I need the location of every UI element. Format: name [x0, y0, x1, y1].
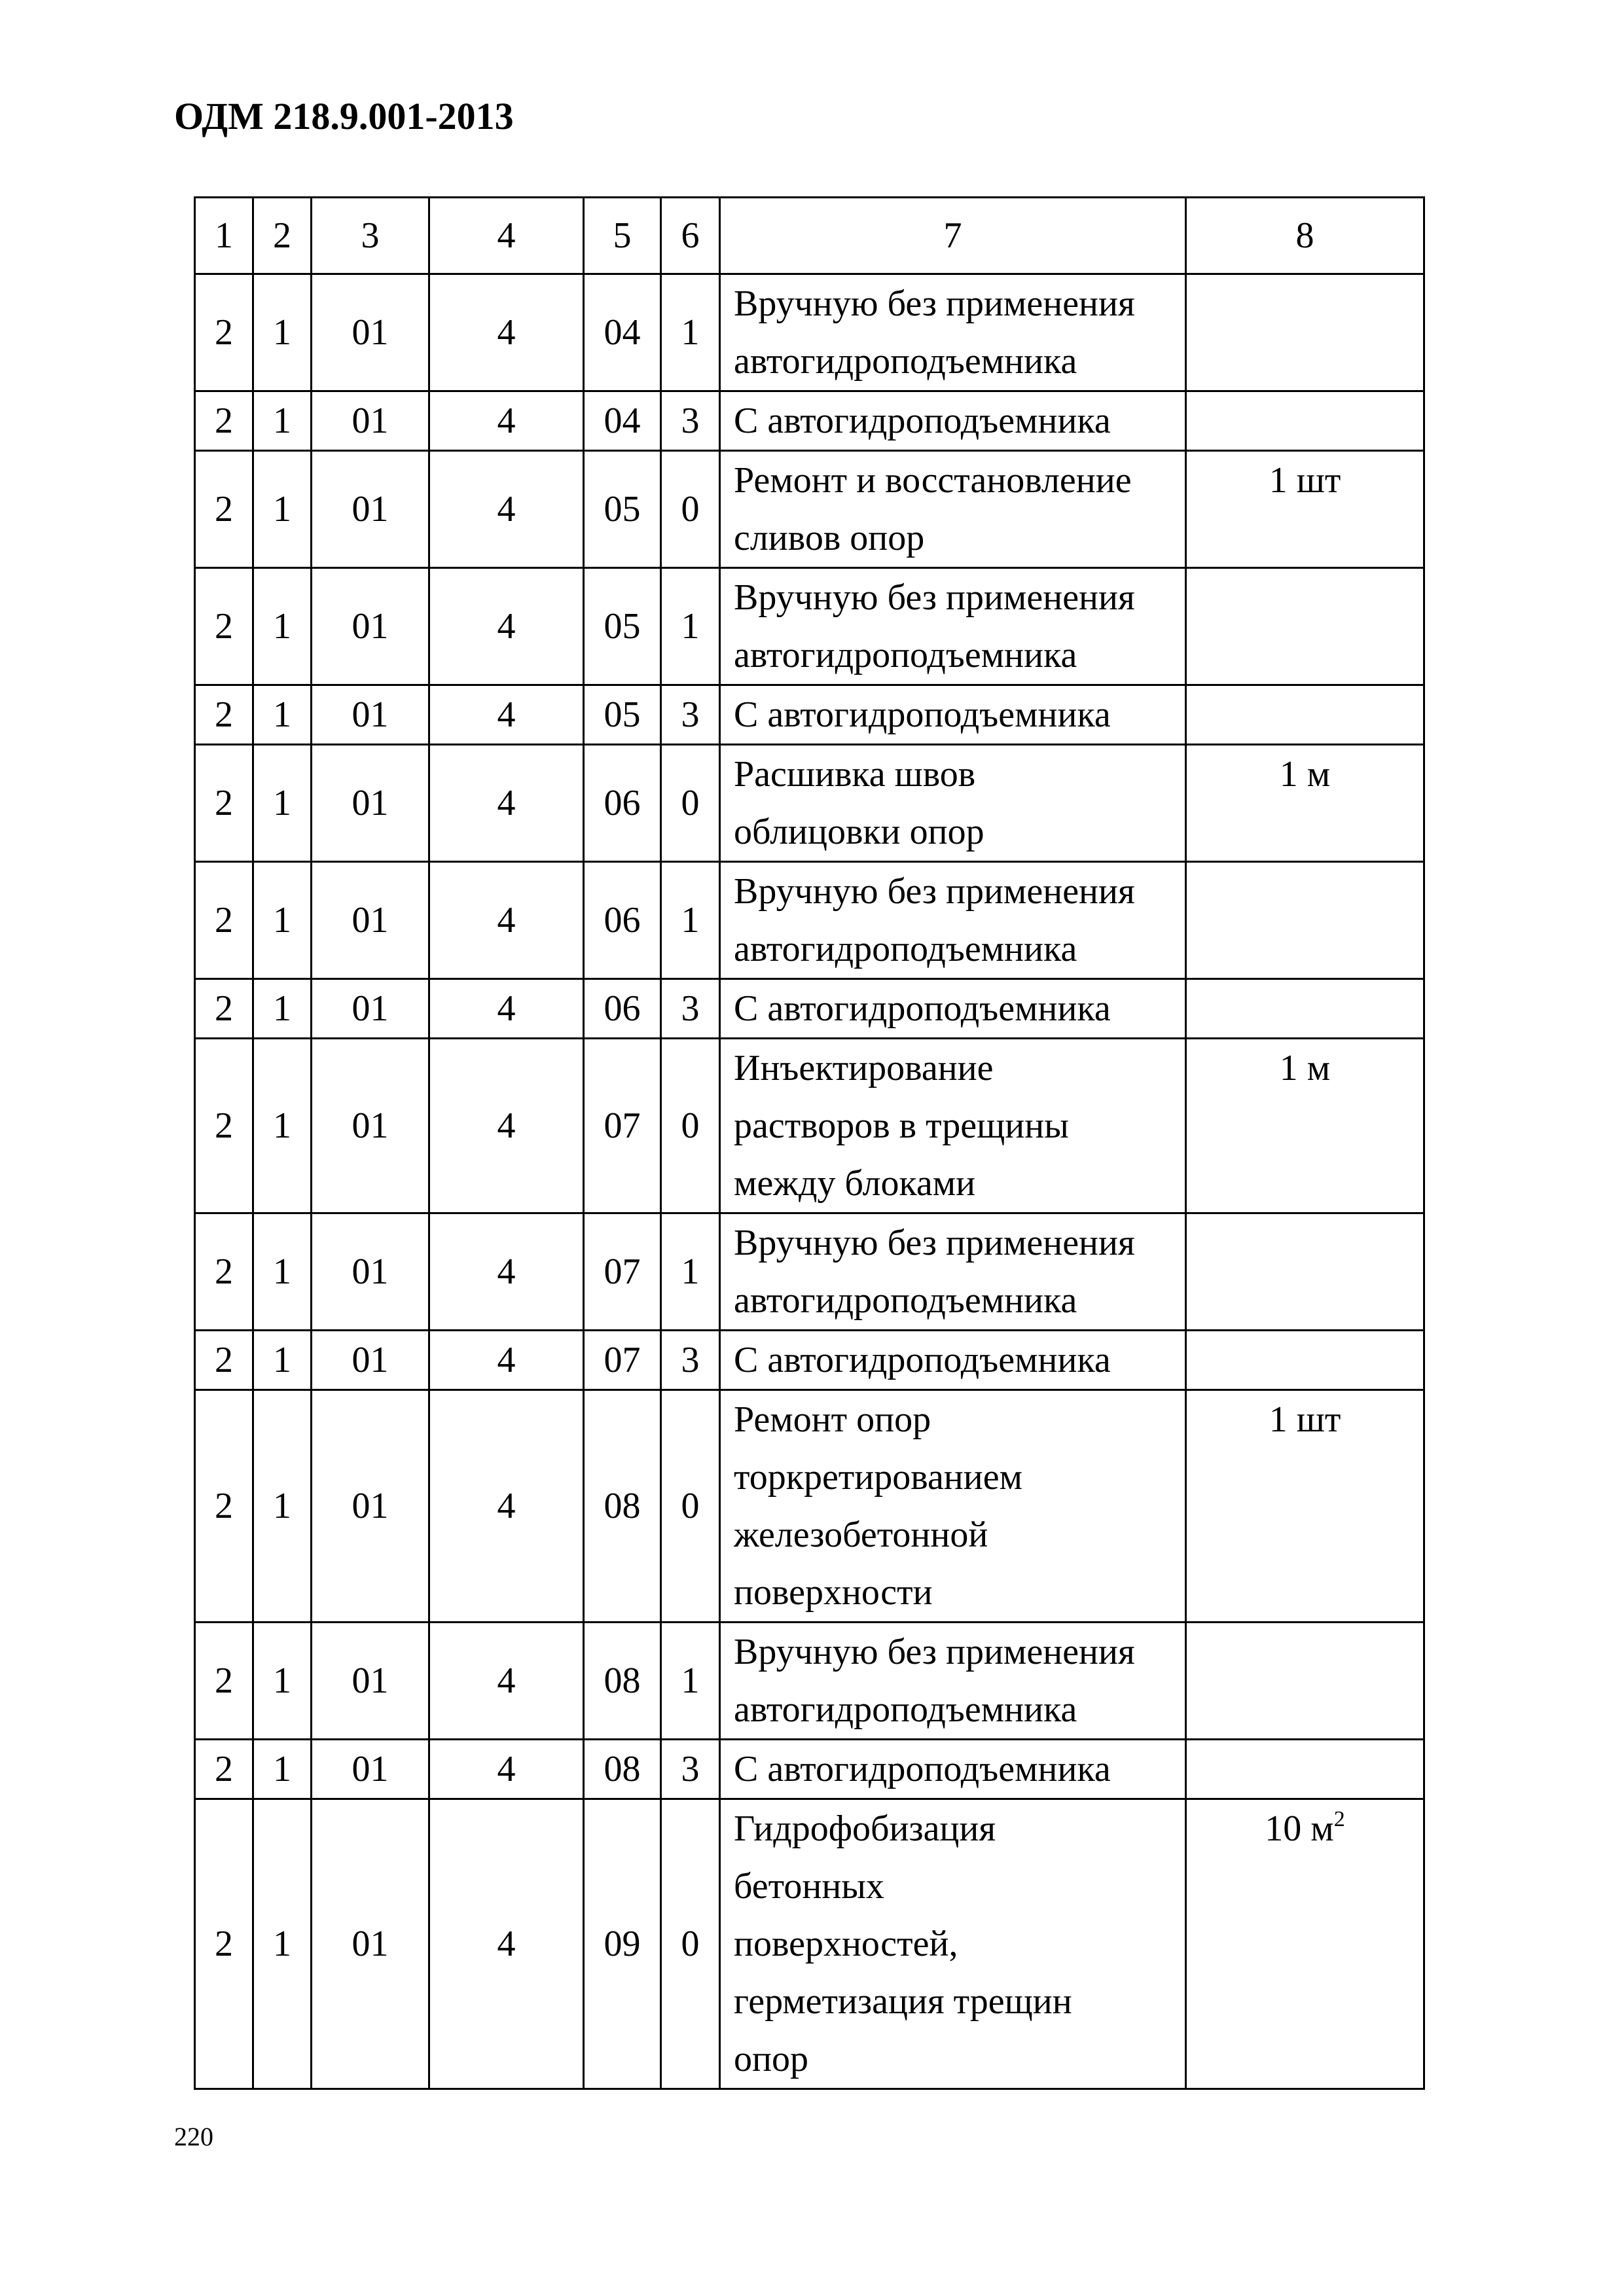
work-name-line: герметизация трещин [734, 1981, 1072, 2022]
work-name-line: С автогидроподъемника [734, 1749, 1111, 1789]
code-cell: 2 [195, 1213, 253, 1331]
code-cell: 2 [195, 1390, 253, 1623]
code-cell: 4 [429, 451, 584, 568]
code-cell: 07 [584, 1331, 661, 1390]
work-name-cell [720, 979, 1186, 1039]
column-number: 3 [312, 198, 429, 274]
code-cell: 01 [312, 745, 429, 862]
code-cell: 01 [312, 274, 429, 391]
column-number: 6 [661, 198, 720, 274]
table-body [195, 198, 1424, 2089]
code-cell: 0 [661, 1390, 720, 1623]
code-cell: 01 [312, 391, 429, 451]
code-cell: 05 [584, 451, 661, 568]
code-cell: 1 [253, 862, 312, 979]
code-cell: 3 [661, 391, 720, 451]
code-cell: 0 [661, 451, 720, 568]
table-row [195, 451, 1424, 568]
code-cell: 2 [195, 1799, 253, 2089]
code-cell: 1 [253, 1623, 312, 1740]
code-cell: 4 [429, 685, 584, 745]
unit-cell [1186, 451, 1424, 568]
unit-text: 10 м [1265, 1808, 1334, 1849]
work-name-line: Ремонт и восстановление [734, 460, 1132, 501]
code-cell: 1 [661, 568, 720, 685]
work-name-line: С автогидроподъемника [734, 1340, 1111, 1380]
code-cell: 2 [195, 568, 253, 685]
table-row [195, 685, 1424, 745]
code-cell: 07 [584, 1213, 661, 1331]
code-cell: 4 [429, 274, 584, 391]
code-cell: 3 [661, 1740, 720, 1799]
code-cell: 06 [584, 745, 661, 862]
work-name-cell [720, 451, 1186, 568]
unit-text: 1 м [1279, 1048, 1331, 1088]
code-cell: 3 [661, 979, 720, 1039]
code-cell: 07 [584, 1039, 661, 1213]
work-name-cell [720, 1213, 1186, 1331]
code-cell: 2 [195, 274, 253, 391]
code-cell: 06 [584, 862, 661, 979]
work-name-line: Вручную без применения [734, 871, 1135, 912]
code-cell: 08 [584, 1740, 661, 1799]
work-name-line: Инъектирование [734, 1048, 994, 1088]
code-cell: 08 [584, 1390, 661, 1623]
work-name-line: сливов опор [734, 518, 925, 558]
code-cell: 4 [429, 1799, 584, 2089]
work-name-line: автогидроподъемника [734, 929, 1077, 969]
column-number: 5 [584, 198, 661, 274]
table-row [195, 745, 1424, 862]
code-cell: 2 [195, 1039, 253, 1213]
code-cell: 01 [312, 1390, 429, 1623]
work-name-line: Расшивка швов [734, 754, 976, 795]
unit-cell [1186, 1039, 1424, 1213]
table-row [195, 979, 1424, 1039]
work-name-line: автогидроподъемника [734, 341, 1077, 382]
unit-superscript: 2 [1333, 1807, 1345, 1831]
unit-text: 1 шт [1269, 1399, 1341, 1440]
work-name-cell [720, 685, 1186, 745]
code-cell: 4 [429, 862, 584, 979]
unit-text: 1 шт [1269, 460, 1341, 501]
code-cell: 01 [312, 1799, 429, 2089]
table-row [195, 1740, 1424, 1799]
code-cell: 1 [253, 1331, 312, 1390]
unit-cell [1186, 979, 1424, 1039]
column-number: 4 [429, 198, 584, 274]
work-name-line: железобетонной [734, 1515, 988, 1555]
code-cell: 1 [253, 568, 312, 685]
code-cell: 2 [195, 685, 253, 745]
code-cell: 2 [195, 391, 253, 451]
code-cell: 4 [429, 391, 584, 451]
table-row [195, 1623, 1424, 1740]
code-cell: 1 [253, 745, 312, 862]
work-name-cell [720, 1799, 1186, 2089]
code-cell: 4 [429, 1039, 584, 1213]
work-name-line: С автогидроподъемника [734, 694, 1111, 735]
work-name-line: Гидрофобизация [734, 1808, 996, 1849]
code-cell: 2 [195, 979, 253, 1039]
code-cell: 01 [312, 862, 429, 979]
work-name-cell [720, 862, 1186, 979]
column-number: 1 [195, 198, 253, 274]
code-cell: 0 [661, 1799, 720, 2089]
work-name-cell [720, 1623, 1186, 1740]
unit-cell [1186, 1623, 1424, 1740]
code-cell: 0 [661, 1039, 720, 1213]
code-cell: 4 [429, 568, 584, 685]
unit-cell [1186, 862, 1424, 979]
work-name-cell [720, 745, 1186, 862]
code-cell: 1 [661, 274, 720, 391]
work-name-cell [720, 274, 1186, 391]
unit-cell [1186, 568, 1424, 685]
column-number: 2 [253, 198, 312, 274]
code-cell: 2 [195, 745, 253, 862]
table-row [195, 1799, 1424, 2089]
code-cell: 4 [429, 1740, 584, 1799]
work-name-line: поверхностей, [734, 1924, 958, 1964]
code-cell: 1 [253, 1799, 312, 2089]
code-cell: 3 [661, 1331, 720, 1390]
code-cell: 2 [195, 1623, 253, 1740]
unit-cell [1186, 745, 1424, 862]
work-name-line: опор [734, 2039, 808, 2079]
unit-cell [1186, 274, 1424, 391]
code-cell: 1 [253, 1390, 312, 1623]
work-name-cell [720, 1390, 1186, 1623]
work-name-line: поверхности [734, 1572, 933, 1613]
work-name-line: между блоками [734, 1163, 976, 1204]
unit-cell [1186, 1740, 1424, 1799]
code-cell: 1 [253, 1740, 312, 1799]
work-name-line: автогидроподъемника [734, 635, 1077, 675]
code-cell: 2 [195, 1740, 253, 1799]
document-code: ОДМ 218.9.001-2013 [174, 95, 514, 137]
work-name-line: Вручную без применения [734, 1223, 1135, 1263]
table-row [195, 862, 1424, 979]
code-cell: 08 [584, 1623, 661, 1740]
table-row [195, 1390, 1424, 1623]
code-cell: 4 [429, 1623, 584, 1740]
code-cell: 4 [429, 979, 584, 1039]
work-name-line: растворов в трещины [734, 1105, 1069, 1146]
code-cell: 2 [195, 862, 253, 979]
code-cell: 4 [429, 1331, 584, 1390]
work-name-line: Вручную без применения [734, 1632, 1135, 1672]
code-cell: 1 [661, 1213, 720, 1331]
code-cell: 01 [312, 451, 429, 568]
work-name-line: автогидроподъемника [734, 1689, 1077, 1730]
work-name-line: автогидроподъемника [734, 1280, 1077, 1321]
unit-cell [1186, 1390, 1424, 1623]
code-cell: 1 [253, 685, 312, 745]
table-row [195, 391, 1424, 451]
table-row [195, 1213, 1424, 1331]
code-cell: 01 [312, 685, 429, 745]
code-cell: 01 [312, 1331, 429, 1390]
code-cell: 01 [312, 979, 429, 1039]
work-name-cell [720, 568, 1186, 685]
code-cell: 01 [312, 568, 429, 685]
code-cell: 09 [584, 1799, 661, 2089]
unit-cell [1186, 685, 1424, 745]
code-cell: 4 [429, 1213, 584, 1331]
work-name-line: С автогидроподъемника [734, 988, 1111, 1029]
work-name-cell [720, 1740, 1186, 1799]
code-cell: 2 [195, 1331, 253, 1390]
work-name-line: торкретированием [734, 1457, 1023, 1498]
code-cell: 1 [253, 274, 312, 391]
page-number: 220 [174, 2122, 213, 2151]
classifier-table [194, 196, 1425, 2090]
code-cell: 01 [312, 1740, 429, 1799]
code-cell: 3 [661, 685, 720, 745]
code-cell: 01 [312, 1623, 429, 1740]
code-cell: 05 [584, 568, 661, 685]
work-name-line: Вручную без применения [734, 577, 1135, 618]
column-number: 8 [1186, 198, 1424, 274]
code-cell: 1 [661, 1623, 720, 1740]
code-cell: 1 [253, 979, 312, 1039]
unit-text: 1 м [1279, 754, 1331, 795]
code-cell: 1 [253, 1039, 312, 1213]
column-number: 7 [720, 198, 1186, 274]
code-cell: 1 [253, 391, 312, 451]
unit-cell [1186, 1213, 1424, 1331]
code-cell: 04 [584, 274, 661, 391]
work-name-line: бетонных [734, 1866, 884, 1907]
code-cell: 4 [429, 1390, 584, 1623]
column-number-row [195, 198, 1424, 274]
unit-cell [1186, 1799, 1424, 2089]
work-name-line: Вручную без применения [734, 283, 1135, 324]
code-cell: 01 [312, 1213, 429, 1331]
code-cell: 1 [253, 1213, 312, 1331]
table-row [195, 568, 1424, 685]
code-cell: 1 [253, 451, 312, 568]
work-name-cell [720, 1039, 1186, 1213]
table-row [195, 1039, 1424, 1213]
unit-cell [1186, 391, 1424, 451]
table-row [195, 1331, 1424, 1390]
code-cell: 0 [661, 745, 720, 862]
code-cell: 4 [429, 745, 584, 862]
code-cell: 01 [312, 1039, 429, 1213]
code-cell: 05 [584, 685, 661, 745]
code-cell: 04 [584, 391, 661, 451]
code-cell: 1 [661, 862, 720, 979]
work-name-cell [720, 391, 1186, 451]
unit-cell [1186, 1331, 1424, 1390]
table-row [195, 274, 1424, 391]
work-name-line: Ремонт опор [734, 1399, 931, 1440]
work-name-cell [720, 1331, 1186, 1390]
code-cell: 2 [195, 451, 253, 568]
work-name-line: С автогидроподъемника [734, 401, 1111, 441]
work-name-line: облицовки опор [734, 812, 984, 852]
code-cell: 06 [584, 979, 661, 1039]
